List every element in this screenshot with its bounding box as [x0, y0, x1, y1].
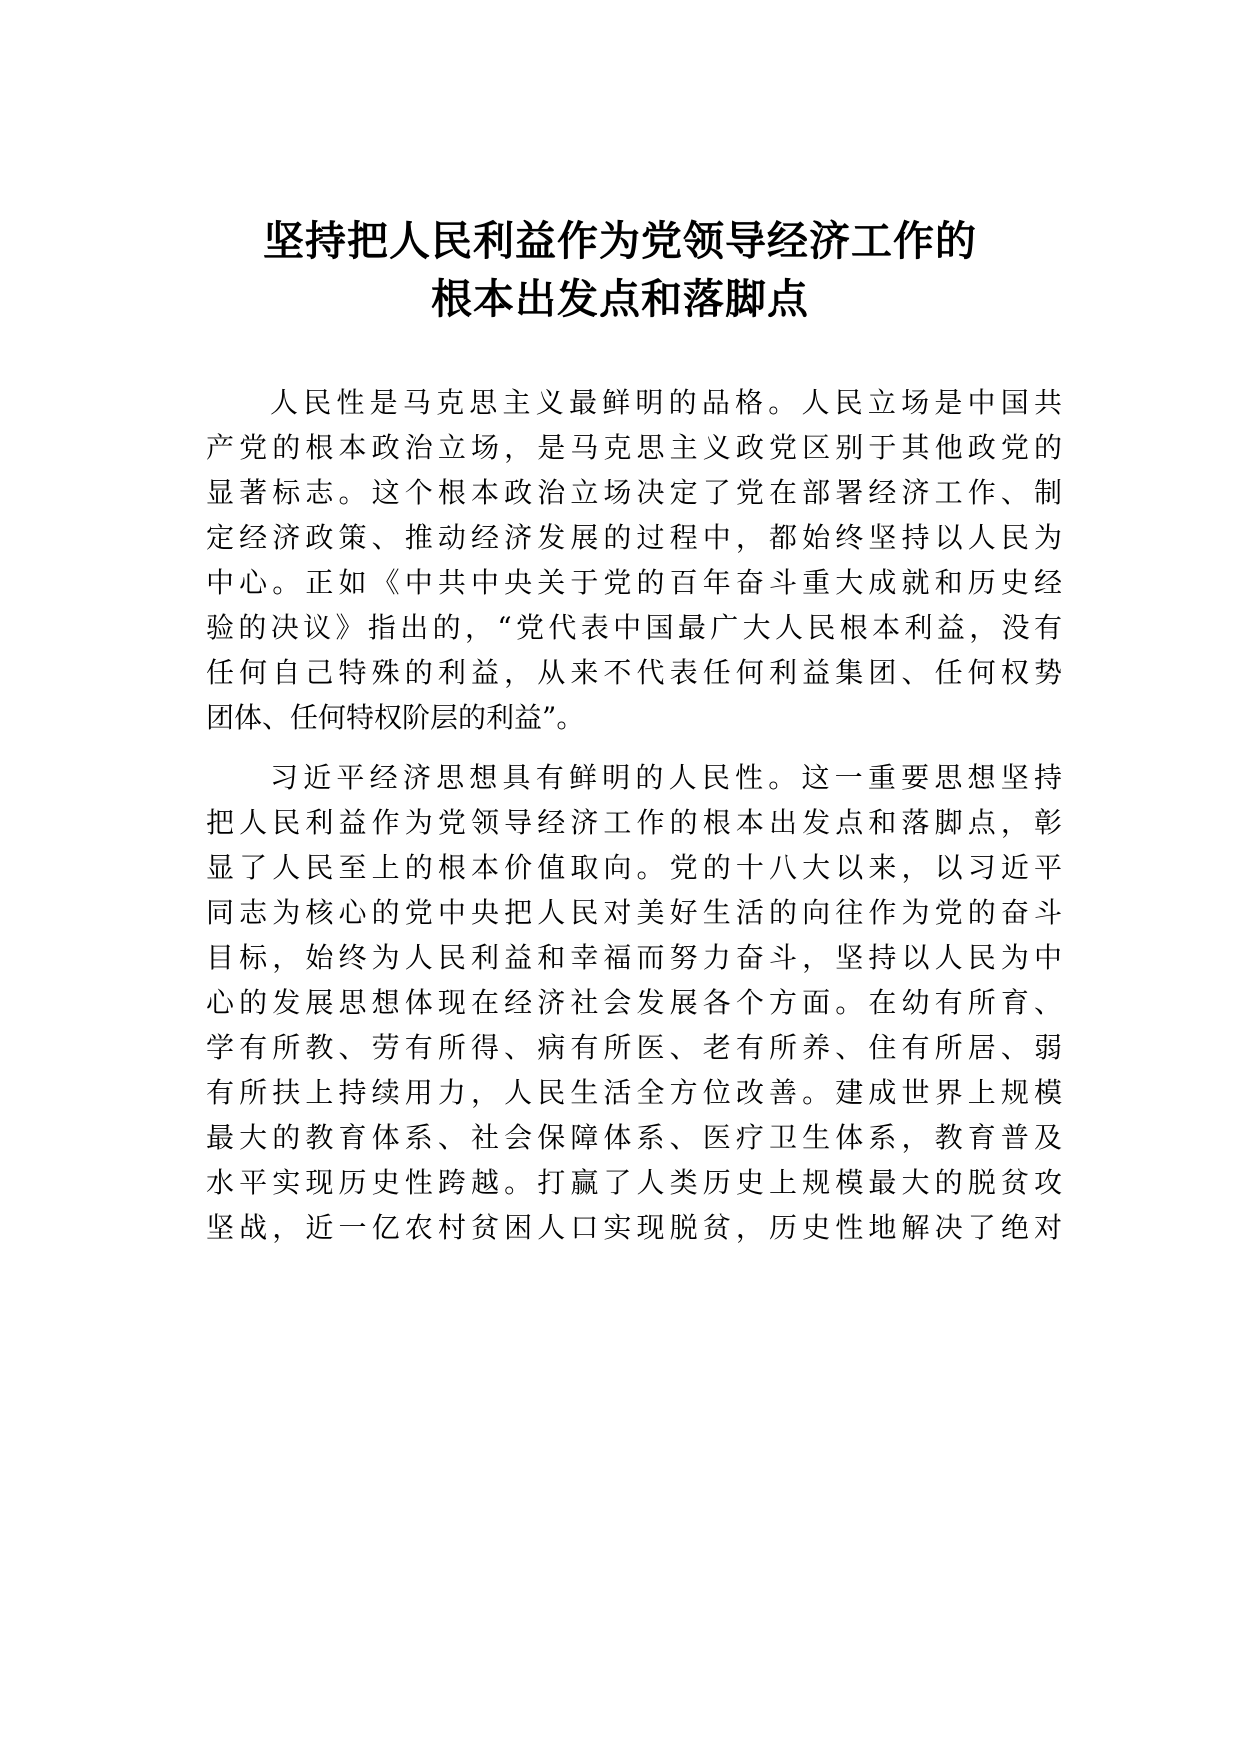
document-title — [0, 212, 1240, 328]
paragraph-line: 验的决议》指出的，“党代表中国最广大人民根本利益，没有 — [206, 611, 1062, 644]
document-body — [206, 380, 1062, 1250]
paragraph-line: 水平实现历史性跨越。打赢了人类历史上规模最大的脱贫攻 — [206, 1166, 1062, 1199]
paragraph-1 — [206, 380, 1062, 740]
paragraph-line: 定经济政策、推动经济发展的过程中，都始终坚持以人民为 — [206, 521, 1062, 554]
paragraph-line: 把人民利益作为党领导经济工作的根本出发点和落脚点，彰 — [206, 806, 1062, 839]
paragraph-line: 显著标志。这个根本政治立场决定了党在部署经济工作、制 — [206, 476, 1062, 509]
paragraph-line: 显了人民至上的根本价值取向。党的十八大以来，以习近平 — [206, 851, 1062, 884]
paragraph-line: 有所扶上持续用力，人民生活全方位改善。建成世界上规模 — [206, 1076, 1062, 1109]
title-line-1: 坚持把人民利益作为党领导经济工作的 — [263, 217, 977, 265]
paragraph-line: 学有所教、劳有所得、病有所医、老有所养、住有所居、弱 — [206, 1031, 1062, 1064]
paragraph-line: 习近平经济思想具有鲜明的人民性。这一重要思想坚持 — [270, 761, 1062, 794]
paragraph-line: 最大的教育体系、社会保障体系、医疗卫生体系，教育普及 — [206, 1121, 1062, 1154]
paragraph-line: 坚战，近一亿农村贫困人口实现脱贫，历史性地解决了绝对 — [206, 1211, 1062, 1244]
paragraph-line: 团体、任何特权阶层的利益”。 — [206, 701, 585, 734]
paragraph-line: 人民性是马克思主义最鲜明的品格。人民立场是中国共 — [270, 386, 1062, 419]
paragraph-line: 同志为核心的党中央把人民对美好生活的向往作为党的奋斗 — [206, 896, 1062, 929]
paragraph-line: 目标，始终为人民利益和幸福而努力奋斗，坚持以人民为中 — [206, 941, 1062, 974]
paragraph-line: 任何自己特殊的利益，从来不代表任何利益集团、任何权势 — [206, 656, 1062, 689]
paragraph-spacer — [206, 740, 1062, 755]
paragraph-line: 中心。正如《中共中央关于党的百年奋斗重大成就和历史经 — [206, 566, 1062, 599]
paragraph-2 — [206, 755, 1062, 1250]
title-line-2: 根本出发点和落脚点 — [431, 275, 809, 323]
paragraph-line: 心的发展思想体现在经济社会发展各个方面。在幼有所育、 — [206, 986, 1062, 1019]
paragraph-line: 产党的根本政治立场，是马克思主义政党区别于其他政党的 — [206, 431, 1062, 464]
